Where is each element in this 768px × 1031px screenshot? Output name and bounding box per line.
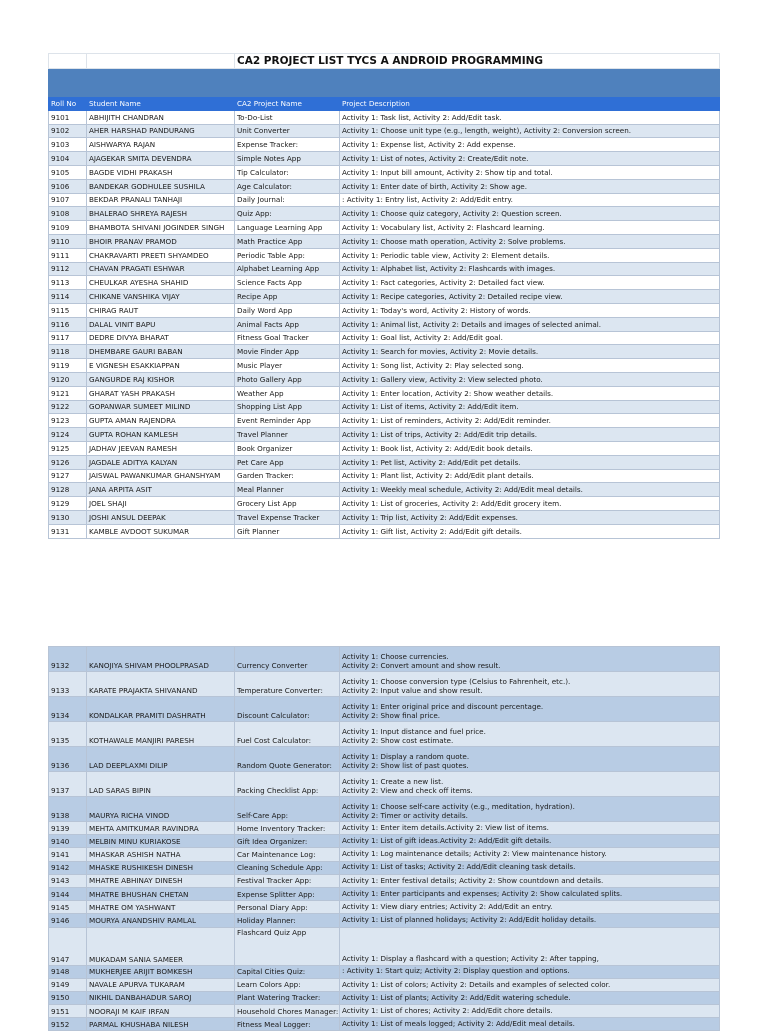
project-description-cell: Activity 1: List of groceries, Activity 2: Add/Edit grocery item. (340, 497, 720, 511)
student-name-cell: MOURYA ANANDSHIV RAMLAL (87, 914, 235, 927)
table-row (49, 772, 720, 797)
description-line: Activity 1: Choose conversion type (Celsius to Fahrenheit, etc.). (342, 677, 571, 687)
roll-no-cell: 9141 (49, 848, 87, 861)
student-name-cell: E VIGNESH ESAKKIAPPAN (87, 359, 235, 373)
table-row (49, 497, 720, 511)
project-description-cell (340, 965, 720, 978)
project-name-cell: Unit Converter (235, 124, 340, 138)
roll-no-cell: 9113 (49, 276, 87, 290)
table-row (49, 510, 720, 524)
student-name-cell: KONDALKAR PRAMITI DASHRATH (87, 697, 235, 722)
table-row (49, 455, 720, 469)
description-line: Activity 1: View diary entries; Activity 2: Add/Edit an entry. (342, 902, 553, 912)
student-name-cell: CHIRAG RAUT (87, 303, 235, 317)
table-row (49, 207, 720, 221)
table-row (49, 965, 720, 978)
project-description-cell (340, 978, 720, 991)
roll-no-cell: 9126 (49, 455, 87, 469)
project-description-cell: Activity 1: Enter location, Activity 2: Show weather details. (340, 386, 720, 400)
project-description-cell: Activity 1: Choose unit type (e.g., length, weight), Activity 2: Conversion screen. (340, 124, 720, 138)
roll-no-cell: 9123 (49, 414, 87, 428)
student-name-cell: CHEULKAR AYESHA SHAHID (87, 276, 235, 290)
student-name-cell: GANGURDE RAJ KISHOR (87, 372, 235, 386)
project-name-cell: Tip Calculator: (235, 165, 340, 179)
student-name-cell: MEHTA AMITKUMAR RAVINDRA (87, 822, 235, 835)
roll-no-cell: 9137 (49, 772, 87, 797)
description-line: Activity 2: Show final price. (342, 710, 441, 720)
student-name-cell: LAD SARAS BIPIN (87, 772, 235, 797)
student-name-cell: JAGDALE ADITYA KALYAN (87, 455, 235, 469)
project-description-cell: Activity 1: List of reminders, Activity 2: Add/Edit reminder. (340, 414, 720, 428)
student-name-cell: GUPTA AMAN RAJENDRA (87, 414, 235, 428)
project-table-part-1 (48, 53, 720, 539)
project-name-cell: Temperature Converter: (235, 672, 340, 697)
student-name-cell: CHAKRAVARTI PREETI SHYAMDEO (87, 248, 235, 262)
roll-no-cell: 9115 (49, 303, 87, 317)
header-project-description: Project Description (340, 97, 720, 111)
project-name-cell: Photo Gallery App (235, 372, 340, 386)
table-row (49, 887, 720, 900)
roll-no-cell: 9114 (49, 290, 87, 304)
roll-no-cell: 9138 (49, 797, 87, 822)
project-name-cell: Daily Word App (235, 303, 340, 317)
table-row (49, 469, 720, 483)
student-name-cell: NIKHIL DANBAHADUR SAROJ (87, 991, 235, 1004)
student-name-cell: BHOIR PRANAV PRAMOD (87, 234, 235, 248)
description-line: Activity 1: Enter original price and discount percentage. (342, 702, 544, 712)
project-description-cell: : Activity 1: Entry list, Activity 2: Add/Edit entry. (340, 193, 720, 207)
project-description-cell: Activity 1: Alphabet list, Activity 2: Flashcards with images. (340, 262, 720, 276)
student-name-cell: AISHWARYA RAJAN (87, 138, 235, 152)
project-name-cell: Pet Care App (235, 455, 340, 469)
project-description-cell: Activity 1: Gallery view, Activity 2: View selected photo. (340, 372, 720, 386)
student-name-cell: GUPTA ROHAN KAMLESH (87, 428, 235, 442)
project-description-cell (340, 861, 720, 874)
table-row (49, 234, 720, 248)
roll-no-cell: 9133 (49, 672, 87, 697)
description-line: Activity 1: List of plants; Activity 2: Add/Edit watering schedule. (342, 992, 571, 1002)
table-row (49, 372, 720, 386)
project-description-cell: Activity 1: Input bill amount, Activity 2: Show tip and total. (340, 165, 720, 179)
table-row (49, 331, 720, 345)
student-name-cell: BEKDAR PRANALI TANHAJI (87, 193, 235, 207)
table-row (49, 914, 720, 927)
table-row (49, 991, 720, 1004)
description-line: Activity 2: Show list of past quotes. (342, 760, 469, 770)
project-name-cell: Holiday Planner: (235, 914, 340, 927)
project-description-cell (340, 697, 720, 722)
project-name-cell: Gift Planner (235, 524, 340, 538)
roll-no-cell: 9128 (49, 483, 87, 497)
project-name-cell: Garden Tracker: (235, 469, 340, 483)
table-row (49, 848, 720, 861)
table-row (49, 110, 720, 124)
project-description-cell (340, 797, 720, 822)
project-name-cell: Shopping List App (235, 400, 340, 414)
description-line: Activity 1: Choose self-care activity (e.g., meditation, hydration). (342, 802, 575, 812)
table-row (49, 248, 720, 262)
table-row (49, 1018, 720, 1031)
project-name-cell: Grocery List App (235, 497, 340, 511)
student-name-cell: GHARAT YASH PRAKASH (87, 386, 235, 400)
table-row (49, 441, 720, 455)
project-name-cell: Flashcard Quiz App (235, 927, 340, 965)
student-name-cell: KOTHAWALE MANJIRI PARESH (87, 722, 235, 747)
project-name-cell: Daily Journal: (235, 193, 340, 207)
roll-no-cell: 9125 (49, 441, 87, 455)
description-line: : Activity 1: Start quiz; Activity 2: Display question and options. (342, 966, 570, 976)
project-name-cell: Music Player (235, 359, 340, 373)
header-project-name: CA2 Project Name (235, 97, 340, 111)
description-line: Activity 1: Log maintenance details; Activity 2: View maintenance history. (342, 849, 607, 859)
description-line: Activity 1: Choose currencies. (342, 652, 449, 662)
project-name-cell: Discount Calculator: (235, 697, 340, 722)
roll-no-cell: 9152 (49, 1018, 87, 1031)
roll-no-cell: 9121 (49, 386, 87, 400)
table-row (49, 138, 720, 152)
roll-no-cell: 9120 (49, 372, 87, 386)
student-name-cell: JOEL SHAJI (87, 497, 235, 511)
project-name-cell: Fuel Cost Calculator: (235, 722, 340, 747)
table-row (49, 262, 720, 276)
student-name-cell: AJAGEKAR SMITA DEVENDRA (87, 152, 235, 166)
roll-no-cell: 9151 (49, 1005, 87, 1018)
description-line: Activity 1: List of gift ideas.Activity 2: Add/Edit gift details. (342, 836, 552, 846)
student-name-cell: BHAMBOTA SHIVANI JOGINDER SINGH (87, 221, 235, 235)
roll-no-cell: 9106 (49, 179, 87, 193)
roll-no-cell: 9101 (49, 110, 87, 124)
project-description-cell: Activity 1: Today's word, Activity 2: History of words. (340, 303, 720, 317)
description-line: Activity 2: Show cost estimate. (342, 735, 454, 745)
project-description-cell: Activity 1: Expense list, Activity 2: Add expense. (340, 138, 720, 152)
roll-no-cell: 9140 (49, 835, 87, 848)
project-name-cell: Fitness Goal Tracker (235, 331, 340, 345)
student-name-cell: NAVALE APURVA TUKARAM (87, 978, 235, 991)
project-description-cell (340, 772, 720, 797)
roll-no-cell: 9105 (49, 165, 87, 179)
table-row (49, 428, 720, 442)
project-description-cell: Activity 1: Pet list, Activity 2: Add/Edit pet details. (340, 455, 720, 469)
project-description-cell: Activity 1: Weekly meal schedule, Activity 2: Add/Edit meal details. (340, 483, 720, 497)
student-name-cell: GOPANWAR SUMEET MILIND (87, 400, 235, 414)
project-description-cell (340, 822, 720, 835)
roll-no-cell: 9118 (49, 345, 87, 359)
project-table-part-2 (48, 646, 720, 1031)
project-name-cell: Book Organizer (235, 441, 340, 455)
student-name-cell: MHATRE OM YASHWANT (87, 901, 235, 914)
table-row (49, 747, 720, 772)
description-line: Activity 1: Display a random quote. (342, 752, 470, 762)
project-name-cell: Age Calculator: (235, 179, 340, 193)
project-description-cell: Activity 1: Goal list, Activity 2: Add/Edit goal. (340, 331, 720, 345)
table-row (49, 345, 720, 359)
table-row (49, 672, 720, 697)
project-name-cell: Quiz App: (235, 207, 340, 221)
description-line: Activity 1: Create a new list. (342, 777, 444, 787)
student-name-cell: CHIKANE VANSHIKA VIJAY (87, 290, 235, 304)
roll-no-cell: 9108 (49, 207, 87, 221)
project-description-cell (340, 747, 720, 772)
project-description-cell (340, 927, 720, 965)
roll-no-cell: 9131 (49, 524, 87, 538)
description-line: Activity 1: List of chores; Activity 2: Add/Edit chore details. (342, 1005, 553, 1015)
roll-no-cell: 9136 (49, 747, 87, 772)
roll-no-cell: 9104 (49, 152, 87, 166)
project-name-cell: Weather App (235, 386, 340, 400)
student-name-cell: DALAL VINIT BAPU (87, 317, 235, 331)
project-name-cell: Animal Facts App (235, 317, 340, 331)
table-row (49, 276, 720, 290)
table-row (49, 193, 720, 207)
table-row (49, 152, 720, 166)
roll-no-cell: 9148 (49, 965, 87, 978)
student-name-cell: NOORAJI M KAIF IRFAN (87, 1005, 235, 1018)
project-name-cell: Cleaning Schedule App: (235, 861, 340, 874)
sheet-title: CA2 PROJECT LIST TYCS A ANDROID PROGRAMMING (235, 54, 720, 69)
project-name-cell: Random Quote Generator: (235, 747, 340, 772)
roll-no-cell: 9150 (49, 991, 87, 1004)
roll-no-cell: 9109 (49, 221, 87, 235)
student-name-cell: BANDEKAR GODHULEE SUSHILA (87, 179, 235, 193)
project-name-cell: Periodic Table App: (235, 248, 340, 262)
table-row (49, 165, 720, 179)
roll-no-cell: 9127 (49, 469, 87, 483)
project-description-cell: Activity 1: Song list, Activity 2: Play selected song. (340, 359, 720, 373)
description-line: Activity 1: Enter participants and expenses; Activity 2: Show calculated splits. (342, 888, 623, 898)
table-row (49, 317, 720, 331)
roll-no-cell: 9149 (49, 978, 87, 991)
project-name-cell: Self-Care App: (235, 797, 340, 822)
project-description-cell: Activity 1: Task list, Activity 2: Add/Edit task. (340, 110, 720, 124)
table-row (49, 861, 720, 874)
project-description-cell (340, 672, 720, 697)
table-row (49, 822, 720, 835)
roll-no-cell: 9132 (49, 647, 87, 672)
project-description-cell: Activity 1: Gift list, Activity 2: Add/Edit gift details. (340, 524, 720, 538)
table-row (49, 647, 720, 672)
project-description-cell: Activity 1: Plant list, Activity 2: Add/Edit plant details. (340, 469, 720, 483)
project-description-cell: Activity 1: Enter date of birth, Activity 2: Show age. (340, 179, 720, 193)
project-name-cell: Expense Tracker: (235, 138, 340, 152)
roll-no-cell: 9135 (49, 722, 87, 747)
student-name-cell: KARATE PRAJAKTA SHIVANAND (87, 672, 235, 697)
student-name-cell: BHALERAO SHREYA RAJESH (87, 207, 235, 221)
student-name-cell: MHASKAR ASHISH NATHA (87, 848, 235, 861)
roll-no-cell: 9139 (49, 822, 87, 835)
table-row (49, 303, 720, 317)
roll-no-cell: 9112 (49, 262, 87, 276)
table-row (49, 901, 720, 914)
table-row (49, 874, 720, 887)
table-row (49, 290, 720, 304)
description-line: Activity 2: View and check off items. (342, 785, 473, 795)
project-description-cell: Activity 1: Periodic table view, Activity 2: Element details. (340, 248, 720, 262)
roll-no-cell: 9144 (49, 887, 87, 900)
description-line: Activity 1: List of planned holidays; Activity 2: Add/Edit holiday details. (342, 915, 597, 925)
roll-no-cell: 9129 (49, 497, 87, 511)
project-name-cell: Plant Watering Tracker: (235, 991, 340, 1004)
description-line: Activity 1: Enter item details.Activity 2: View list of items. (342, 822, 549, 832)
project-description-cell (340, 722, 720, 747)
student-name-cell: MELBIN MINU KURIAKOSE (87, 835, 235, 848)
roll-no-cell: 9102 (49, 124, 87, 138)
roll-no-cell: 9119 (49, 359, 87, 373)
project-description-cell (340, 901, 720, 914)
project-description-cell (340, 848, 720, 861)
table-row (49, 483, 720, 497)
student-name-cell: JOSHI ANSUL DEEPAK (87, 510, 235, 524)
student-name-cell: DHEMBARE GAURI BABAN (87, 345, 235, 359)
roll-no-cell: 9145 (49, 901, 87, 914)
roll-no-cell: 9111 (49, 248, 87, 262)
project-name-cell: Movie Finder App (235, 345, 340, 359)
table-row (49, 221, 720, 235)
description-line: Activity 1: Input distance and fuel price. (342, 727, 486, 737)
description-line: Activity 1: List of colors; Activity 2: Details and examples of selected color. (342, 979, 611, 989)
table-row (49, 797, 720, 822)
project-description-cell (340, 887, 720, 900)
table-row (49, 978, 720, 991)
student-name-cell: MUKADAM SANIA SAMEER (87, 927, 235, 965)
project-description-cell (340, 835, 720, 848)
header-roll-no: Roll No (49, 97, 87, 111)
project-name-cell: Car Maintenance Log: (235, 848, 340, 861)
project-description-cell: Activity 1: List of notes, Activity 2: Create/Edit note. (340, 152, 720, 166)
project-name-cell: Simple Notes App (235, 152, 340, 166)
student-name-cell: CHAVAN PRAGATI ESHWAR (87, 262, 235, 276)
student-name-cell: KAMBLE AVDOOT SUKUMAR (87, 524, 235, 538)
project-name-cell: Personal Diary App: (235, 901, 340, 914)
roll-no-cell: 9107 (49, 193, 87, 207)
description-line: Activity 1: Enter festival details; Activity 2: Show countdown and details. (342, 875, 604, 885)
project-name-cell: Home Inventory Tracker: (235, 822, 340, 835)
project-name-cell: Fitness Meal Logger: (235, 1018, 340, 1031)
project-description-cell (340, 1005, 720, 1018)
roll-no-cell: 9122 (49, 400, 87, 414)
student-name-cell: AHER HARSHAD PANDURANG (87, 124, 235, 138)
roll-no-cell: 9103 (49, 138, 87, 152)
project-name-cell: Alphabet Learning App (235, 262, 340, 276)
student-name-cell: LAD DEEPLAXMI DILIP (87, 747, 235, 772)
table-row (49, 124, 720, 138)
table-row (49, 524, 720, 538)
project-name-cell: To-Do-List (235, 110, 340, 124)
table-row (49, 927, 720, 965)
table-row (49, 386, 720, 400)
project-description-cell: Activity 1: List of trips, Activity 2: Add/Edit trip details. (340, 428, 720, 442)
project-name-cell: Gift Idea Organizer: (235, 835, 340, 848)
roll-no-cell: 9142 (49, 861, 87, 874)
roll-no-cell: 9110 (49, 234, 87, 248)
project-description-cell (340, 874, 720, 887)
table-row (49, 722, 720, 747)
table-row (49, 1005, 720, 1018)
project-description-cell: Activity 1: List of items, Activity 2: Add/Edit item. (340, 400, 720, 414)
project-description-cell: Activity 1: Fact categories, Activity 2: Detailed fact view. (340, 276, 720, 290)
description-line: Activity 2: Input value and show result. (342, 685, 483, 695)
project-description-cell (340, 1018, 720, 1031)
project-description-cell (340, 914, 720, 927)
project-name-cell: Expense Splitter App: (235, 887, 340, 900)
project-name-cell: Event Reminder App (235, 414, 340, 428)
roll-no-cell: 9143 (49, 874, 87, 887)
student-name-cell: BAGDE VIDHI PRAKASH (87, 165, 235, 179)
description-line: Activity 2: Timer or activity details. (342, 810, 468, 820)
project-name-cell: Travel Expense Tracker (235, 510, 340, 524)
roll-no-cell: 9146 (49, 914, 87, 927)
student-name-cell: MHASKE RUSHIKESH DINESH (87, 861, 235, 874)
project-description-cell: Activity 1: Recipe categories, Activity 2: Detailed recipe view. (340, 290, 720, 304)
roll-no-cell: 9130 (49, 510, 87, 524)
table-row (49, 359, 720, 373)
table-row (49, 179, 720, 193)
project-name-cell: Math Practice App (235, 234, 340, 248)
project-name-cell: Learn Colors App: (235, 978, 340, 991)
project-description-cell: Activity 1: Book list, Activity 2: Add/Edit book details. (340, 441, 720, 455)
project-description-cell: Activity 1: Search for movies, Activity 2: Movie details. (340, 345, 720, 359)
student-name-cell: JADHAV JEEVAN RAMESH (87, 441, 235, 455)
project-description-cell: Activity 1: Choose math operation, Activity 2: Solve problems. (340, 234, 720, 248)
roll-no-cell: 9147 (49, 927, 87, 965)
project-description-cell: Activity 1: Choose quiz category, Activity 2: Question screen. (340, 207, 720, 221)
student-name-cell: MAURYA RICHA VINOD (87, 797, 235, 822)
description-line: Activity 1: Display a flashcard with a question; Activity 2: After tapping, (342, 954, 599, 964)
description-line: Activity 1: List of meals logged; Activity 2: Add/Edit meal details. (342, 1019, 575, 1029)
student-name-cell: JANA ARPITA ASIT (87, 483, 235, 497)
project-description-cell: Activity 1: Vocabulary list, Activity 2: Flashcard learning. (340, 221, 720, 235)
roll-no-cell: 9124 (49, 428, 87, 442)
project-name-cell: Currency Converter (235, 647, 340, 672)
project-description-cell: Activity 1: Animal list, Activity 2: Details and images of selected animal. (340, 317, 720, 331)
student-name-cell: PARMAL KHUSHABA NILESH (87, 1018, 235, 1031)
header-row (49, 97, 720, 111)
student-name-cell: MHATRE ABHINAY DINESH (87, 874, 235, 887)
student-name-cell: MUKHERJEE ARIJIT BOMKESH (87, 965, 235, 978)
student-name-cell: JAISWAL PAWANKUMAR GHANSHYAM (87, 469, 235, 483)
table-row (49, 835, 720, 848)
roll-no-cell: 9116 (49, 317, 87, 331)
student-name-cell: MHATRE BHUSHAN CHETAN (87, 887, 235, 900)
project-name-cell: Language Learning App (235, 221, 340, 235)
table-row (49, 697, 720, 722)
student-name-cell: KANOJIYA SHIVAM PHOOLPRASAD (87, 647, 235, 672)
project-name-cell: Capital Cities Quiz: (235, 965, 340, 978)
project-description-cell (340, 991, 720, 1004)
roll-no-cell: 9134 (49, 697, 87, 722)
project-name-cell: Meal Planner (235, 483, 340, 497)
project-name-cell: Household Chores Manager: (235, 1005, 340, 1018)
student-name-cell: ABHIJITH CHANDRAN (87, 110, 235, 124)
project-name-cell: Packing Checklist App: (235, 772, 340, 797)
description-line: Activity 1: List of tasks; Activity 2: Add/Edit cleaning task details. (342, 862, 576, 872)
project-name-cell: Travel Planner (235, 428, 340, 442)
header-student-name: Student Name (87, 97, 235, 111)
project-name-cell: Festival Tracker App: (235, 874, 340, 887)
project-name-cell: Recipe App (235, 290, 340, 304)
project-description-cell: Activity 1: Trip list, Activity 2: Add/Edit expenses. (340, 510, 720, 524)
table-row (49, 400, 720, 414)
description-line: Activity 2: Convert amount and show result. (342, 660, 501, 670)
table-row (49, 414, 720, 428)
project-name-cell: Science Facts App (235, 276, 340, 290)
project-description-cell (340, 647, 720, 672)
roll-no-cell: 9117 (49, 331, 87, 345)
student-name-cell: DEDRE DIVYA BHARAT (87, 331, 235, 345)
